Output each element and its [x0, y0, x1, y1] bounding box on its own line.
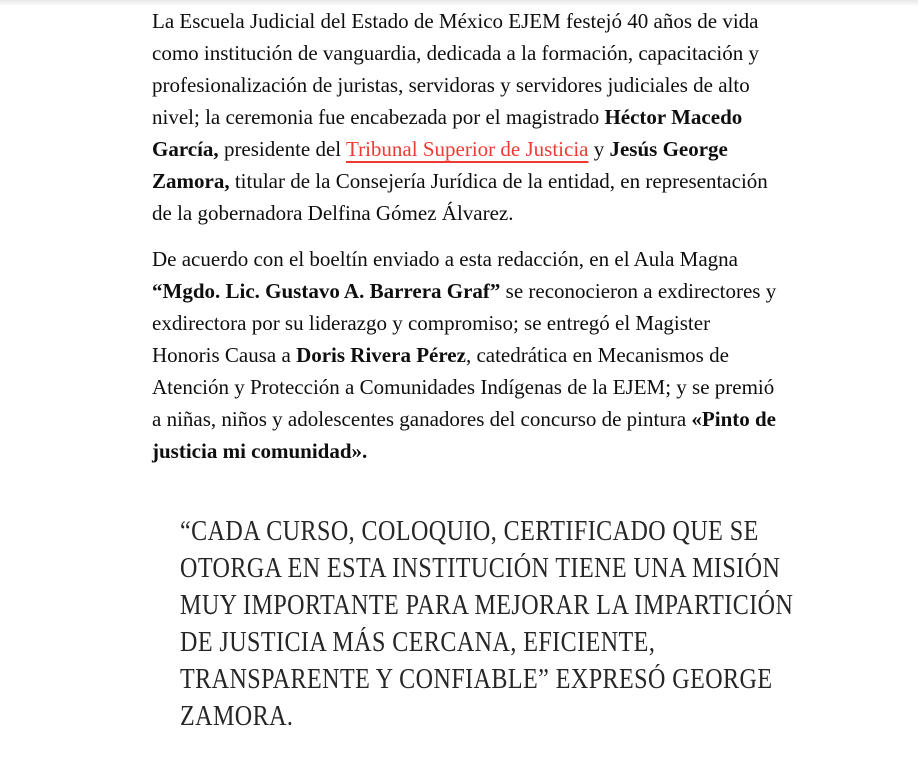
text-line	[152, 371, 918, 403]
tribunal-superior-de-justicia-link[interactable]: Tribunal Superior de Justicia	[346, 137, 589, 161]
text-line	[152, 307, 918, 339]
text-line	[152, 197, 918, 229]
bold-text-run: “Mgdo. Lic. Gustavo A. Barrera Graf”	[152, 279, 501, 303]
text-run: Honoris Causa a	[152, 343, 297, 367]
text-run: titular de la Consejería Jurídica de la entidad, en representación	[229, 169, 768, 193]
paragraph-ejem-anniversary	[152, 5, 918, 229]
text-run: nivel; la ceremonia fue encabezada por el magistrado	[152, 105, 605, 129]
pull-quote-line: “CADA CURSO, COLOQUIO, CERTIFICADO QUE SE	[180, 516, 759, 547]
text-run: profesionalización de juristas, servidoras y servidores judiciales de alto	[152, 73, 750, 97]
text-line	[152, 133, 918, 165]
text-run: presidente del	[218, 137, 347, 161]
text-line	[152, 339, 918, 371]
text-run: se reconocieron a exdirectores y	[500, 279, 777, 303]
bold-text-run: Jesús George	[609, 137, 728, 161]
text-line	[152, 435, 918, 467]
text-run: y	[588, 137, 610, 161]
bold-text-run: «Pinto de	[691, 407, 777, 431]
bold-text-run: Doris Rivera Pérez	[296, 343, 466, 367]
article-paragraphs	[152, 5, 918, 467]
text-run: exdirectora por su liderazgo y compromiso; se entregó el Magister	[152, 311, 711, 335]
bold-text-run: Zamora,	[152, 169, 230, 193]
text-line	[152, 5, 918, 37]
pull-quote-line: DE JUSTICIA MÁS CERCANA, EFICIENTE,	[180, 627, 656, 658]
text-run: Atención y Protección a Comunidades Indígenas de la EJEM; y se premió	[152, 375, 775, 399]
pull-quote-line: OTORGA EN ESTA INSTITUCIÓN TIENE UNA MISIÓN	[180, 553, 781, 584]
text-run: De acuerdo con el boeltín enviado a esta redacción, en el Aula Magna	[152, 247, 739, 271]
text-run: de la gobernadora Delfina Gómez Álvarez.	[152, 201, 514, 225]
pull-quote-line: ZAMORA.	[180, 701, 294, 732]
text-line	[152, 165, 918, 197]
text-run: , catedrática en Mecanismos de	[465, 343, 729, 367]
text-line	[152, 101, 918, 133]
bold-text-run: justicia mi comunidad».	[152, 439, 368, 463]
text-line	[152, 243, 918, 275]
text-line	[152, 403, 918, 435]
paragraph-ceremony-details	[152, 243, 918, 467]
text-run: como institución de vanguardia, dedicada a la formación, capacitación y	[152, 41, 760, 65]
text-line	[152, 37, 918, 69]
text-line	[152, 275, 918, 307]
pull-quote-line: TRANSPARENTE Y CONFIABLE” EXPRESÓ GEORGE	[180, 664, 773, 695]
text-run: La Escuela Judicial del Estado de México EJEM festejó 40 años de vida	[152, 9, 759, 33]
text-run: a niñas, niños y adolescentes ganadores del concurso de pintura	[152, 407, 692, 431]
pull-quote-line: MUY IMPORTANTE PARA MEJORAR LA IMPARTICIÓN	[180, 590, 794, 621]
bold-text-run: García,	[152, 137, 219, 161]
text-line	[152, 69, 918, 101]
bold-text-run: Héctor Macedo	[604, 105, 743, 129]
pull-quote	[180, 513, 918, 735]
